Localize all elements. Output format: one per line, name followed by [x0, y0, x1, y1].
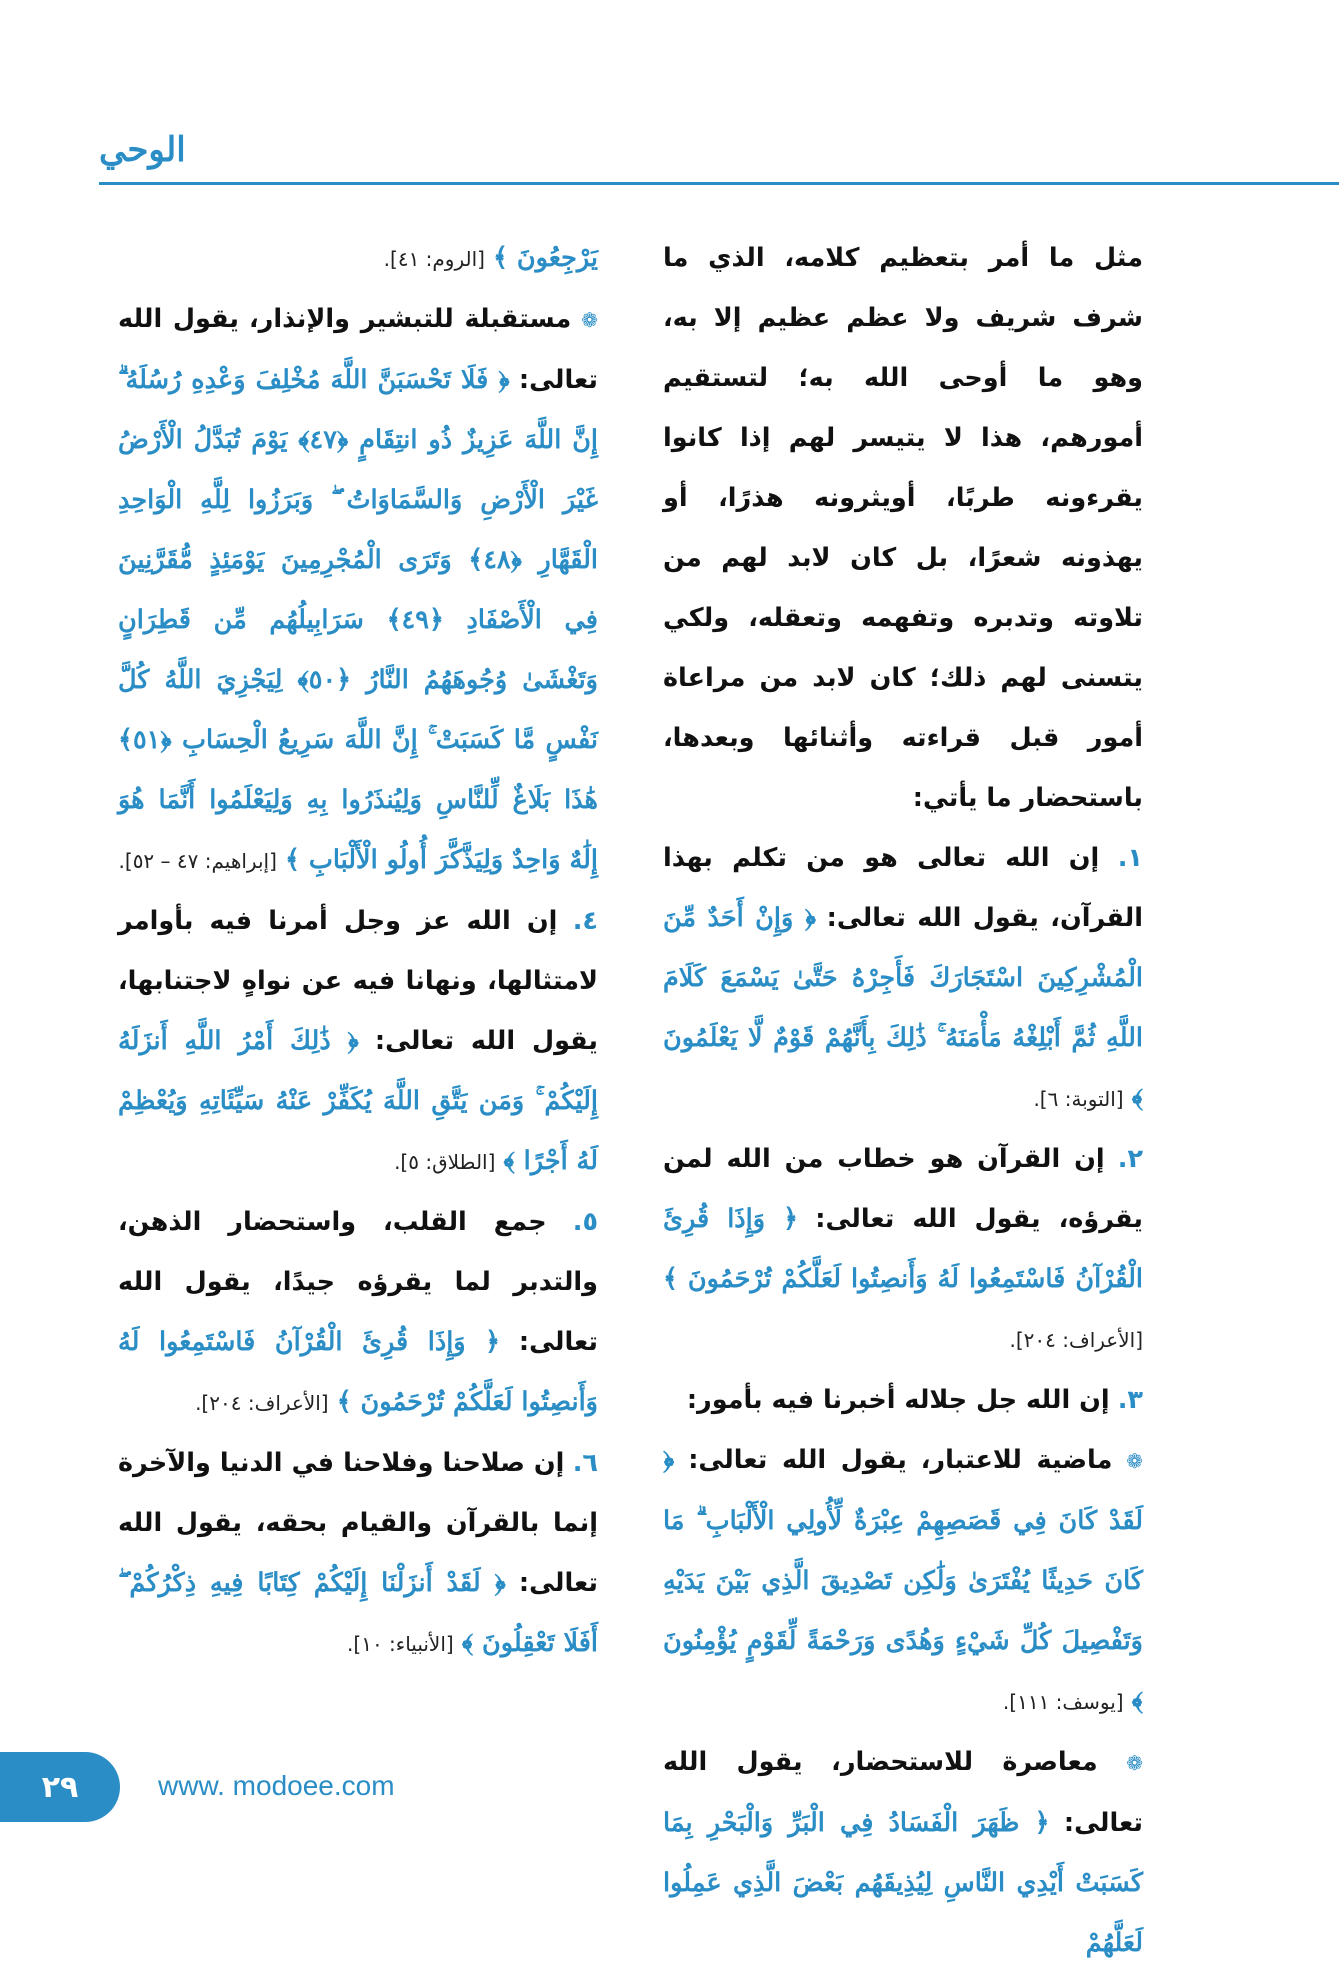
flower-bullet-icon: ❁	[581, 308, 599, 332]
verse-reference: [يوسف: ١١١].	[1002, 1690, 1124, 1714]
page-footer	[0, 1752, 500, 1822]
list-item-2	[663, 1129, 1143, 1370]
quran-verse: ﴿ ظَهَرَ الْفَسَادُ فِي الْبَرِّ وَالْبَحْرِ بِمَا كَسَبَتْ أَيْدِي النَّاسِ لِيُذِيقَهُم بَعْضَ الَّذِي عَمِلُوا لَعَلَّهُمْ	[663, 1808, 1143, 1958]
item-text: إن الله جل جلاله أخبرنا فيه بأمور:	[686, 1385, 1110, 1415]
quran-verse: ﴿ لَقَدْ كَانَ فِي قَصَصِهِمْ عِبْرَةٌ لِّأُولِي الْأَلْبَابِ ۗ مَا كَانَ حَدِيثًا يُفْتَرَىٰ وَلَٰكِن تَصْدِيقَ الَّذِي بَيْنَ يَدَيْهِ وَتَفْصِيلَ كُلِّ شَيْءٍ وَهُدًى وَرَحْمَةً لِّقَوْمٍ يُؤْمِنُونَ ﴾	[663, 1445, 1143, 1716]
item-text: إن الله تعالى هو من تكلم بهذا القرآن، يقول الله تعالى:	[663, 843, 1143, 933]
quran-verse: يَرْجِعُونَ ﴾	[493, 243, 598, 273]
bullet-present	[663, 1732, 1143, 1973]
quran-verse: ﴿ وَإِنْ أَحَدٌ مِّنَ الْمُشْرِكِينَ اسْتَجَارَكَ فَأَجِرْهُ حَتَّىٰ يَسْمَعَ كَلَامَ اللَّهِ ثُمَّ أَبْلِغْهُ مَأْمَنَهُ ۚ ذَٰلِكَ بِأَنَّهُمْ قَوْمٌ لَّا يَعْلَمُونَ ﴾	[663, 903, 1143, 1113]
item-number: ٤.	[572, 906, 598, 936]
verse-reference: [الأعراف: ٢٠٤].	[1009, 1328, 1143, 1352]
item-number: ١.	[1117, 843, 1143, 873]
bullet-text: يقول الله تعالى:	[663, 1747, 1143, 1838]
list-item-3	[663, 1370, 1143, 1430]
website-url[interactable]: www. modoee.com	[158, 1770, 395, 1801]
quran-verse: ﴿ وَإِذَا قُرِئَ الْقُرْآنُ فَاسْتَمِعُوا لَهُ وَأَنصِتُوا لَعَلَّكُمْ تُرْحَمُونَ ﴾	[118, 1327, 598, 1417]
list-item-1	[663, 828, 1143, 1129]
verse-reference: [الأنبياء: ١٠].	[347, 1632, 454, 1656]
page-header	[99, 130, 1339, 182]
item-text: جمع القلب، واستحضار الذهن، والتدبر لما يقرؤه جيدًا، يقول الله تعالى:	[118, 1207, 598, 1357]
list-item-6	[118, 1433, 598, 1674]
list-item-4	[118, 891, 598, 1192]
verse-continuation	[118, 228, 598, 289]
bullet-text: يقول الله تعالى:	[118, 304, 598, 395]
bullet-label: معاصرة للاستحضار،	[831, 1747, 1098, 1777]
quran-verse: ﴿ لَقَدْ أَنزَلْنَا إِلَيْكُمْ كِتَابًا فِيهِ ذِكْرُكُمْ ۖ أَفَلَا تَعْقِلُونَ ﴾	[118, 1568, 598, 1658]
page-number: ٢٩	[0, 1752, 120, 1822]
quran-verse: ﴿ ذَٰلِكَ أَمْرُ اللَّهِ أَنزَلَهُ إِلَيْكُمْ ۚ وَمَن يَتَّقِ اللَّهَ يُكَفِّرْ عَنْهُ سَيِّئَاتِهِ وَيُعْظِمْ لَهُ أَجْرًا ﴾	[118, 1026, 598, 1176]
right-column	[663, 228, 1143, 1973]
list-item-5	[118, 1192, 598, 1433]
item-number: ٦.	[572, 1448, 598, 1478]
bullet-future	[118, 289, 598, 891]
item-number: ٥.	[572, 1207, 599, 1237]
verse-reference: [إبراهيم: ٤٧ – ٥٢].	[118, 849, 277, 873]
flower-bullet-icon: ❁	[1126, 1449, 1144, 1473]
item-text: إن الله عز وجل أمرنا فيه بأوامر لامتثالها، ونهانا فيه عن نواهٍ لاجتنابها، يقول الله تعالى:	[118, 906, 598, 1056]
quran-verse: ﴿ وَإِذَا قُرِئَ الْقُرْآنُ فَاسْتَمِعُوا لَهُ وَأَنصِتُوا لَعَلَّكُمْ تُرْحَمُونَ ﴾	[663, 1204, 1143, 1294]
quran-verse: ﴿ فَلَا تَحْسَبَنَّ اللَّهَ مُخْلِفَ وَعْدِهِ رُسُلَهُ ۗ إِنَّ اللَّهَ عَزِيزٌ ذُو انتِقَامٍ ﴿٤٧﴾ يَوْمَ تُبَدَّلُ الْأَرْضُ غَيْرَ الْأَرْضِ وَالسَّمَاوَاتُ ۖ وَبَرَزُوا لِلَّهِ الْوَاحِدِ الْقَهَّارِ ﴿٤٨﴾ وَتَرَى الْمُجْرِمِينَ يَوْمَئِذٍ مُّقَرَّنِينَ فِي الْأَصْفَادِ ﴿٤٩﴾ سَرَابِيلُهُم مِّن قَطِرَانٍ وَتَغْشَىٰ وُجُوهَهُمُ النَّارُ ﴿٥٠﴾ لِيَجْزِيَ اللَّهُ كُلَّ نَفْسٍ مَّا كَسَبَتْ ۚ إِنَّ اللَّهَ سَرِيعُ الْحِسَابِ ﴿٥١﴾ هَٰذَا بَلَاغٌ لِّلنَّاسِ وَلِيُنذَرُوا بِهِ وَلِيَعْلَمُوا أَنَّمَا هُوَ إِلَٰهٌ وَاحِدٌ وَلِيَذَّكَّرَ أُولُو الْأَلْبَابِ ﴾	[118, 365, 598, 875]
flower-bullet-icon: ❁	[1126, 1751, 1144, 1775]
bullet-past	[663, 1430, 1143, 1732]
left-column	[118, 228, 598, 1674]
item-number: ٣.	[1117, 1385, 1143, 1415]
item-text: إن صلاحنا وفلاحنا في الدنيا والآخرة إنما بالقرآن والقيام بحقه، يقول الله تعالى:	[118, 1448, 598, 1598]
header-rule	[99, 182, 1339, 185]
verse-reference: [التوبة: ٦].	[1033, 1087, 1124, 1111]
verse-reference: [الروم: ٤١].	[383, 247, 485, 271]
bullet-text: يقول الله تعالى:	[688, 1445, 907, 1475]
bullet-label: مستقبلة للتبشير والإنذار،	[248, 304, 572, 334]
chapter-title: الوحي	[99, 130, 186, 170]
bullet-label: ماضية للاعتبار،	[920, 1445, 1113, 1475]
verse-reference: [الأعراف: ٢٠٤].	[195, 1391, 329, 1415]
item-number: ٢.	[1117, 1144, 1144, 1174]
verse-reference: [الطلاق: ٥].	[394, 1150, 496, 1174]
item-text: إن القرآن هو خطاب من الله لمن يقرؤه، يقول الله تعالى:	[663, 1144, 1143, 1234]
intro-paragraph: مثل ما أمر بتعظيم كلامه، الذي ما شرف شريف ولا عظم عظيم إلا به، وهو ما أوحى الله به؛ لتستقيم أمورهم، هذا لا يتيسر لهم إذا كانوا يقرءونه طربًا، أويثرونه هذرًا، أو يهذونه شعرًا، بل كان لابد لهم من تلاوته وتدبره وتفهمه وتعقله، ولكي يتسنى لهم ذلك؛ كان لابد من مراعاة أمور قبل قراءته وأثنائها وبعدها، باستحضار ما يأتي:	[663, 243, 1143, 813]
